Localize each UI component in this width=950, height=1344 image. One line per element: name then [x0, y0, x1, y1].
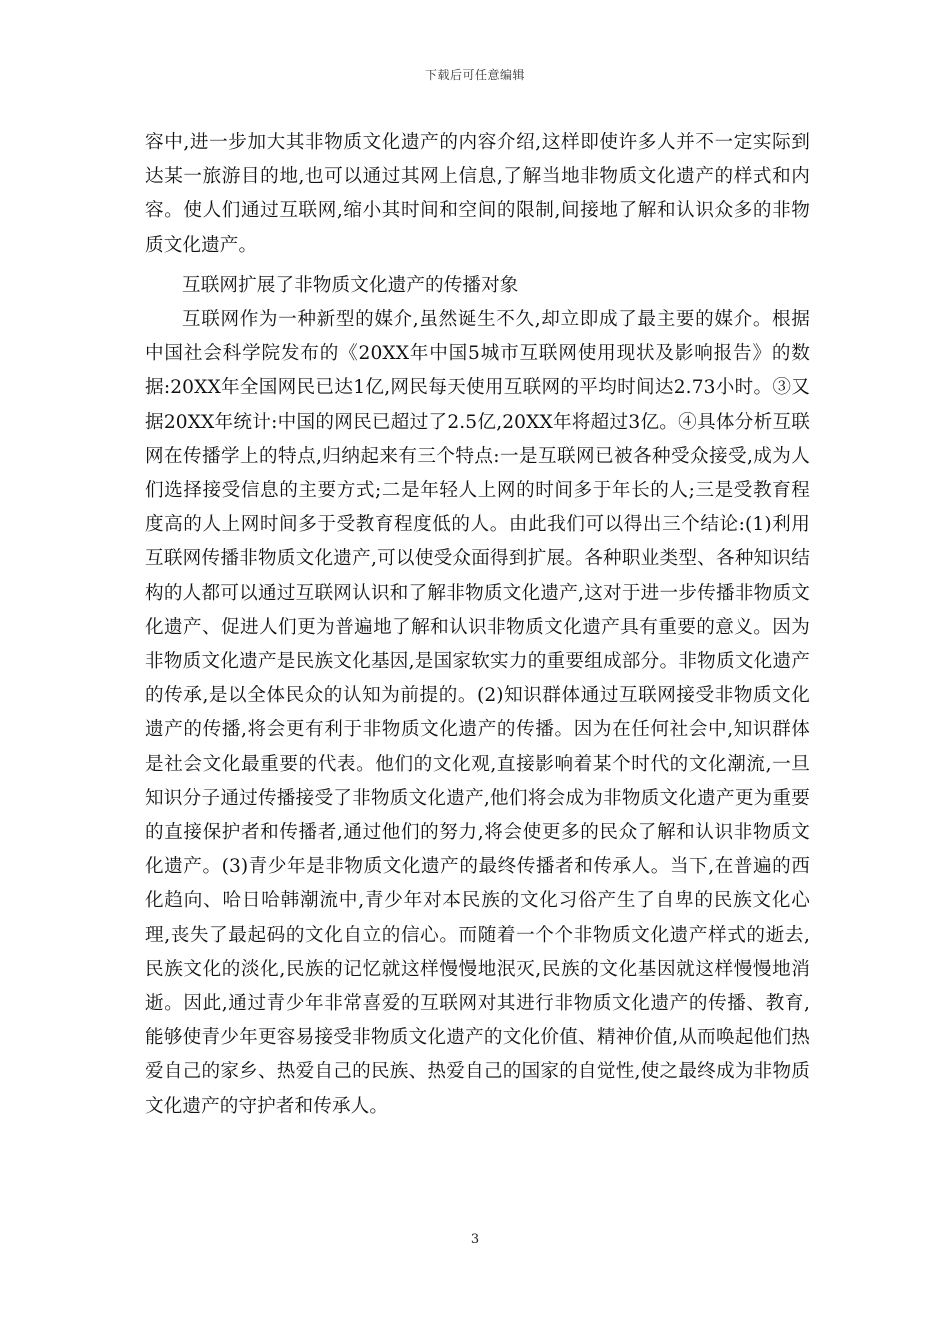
page-number: 3: [470, 1232, 480, 1247]
paragraph-continuation: 容中,进一步加大其非物质文化遗产的内容介绍,这样即使许多人并不一定实际到达某一旅游目的地,也可以通过其网上信息,了解当地非物质文化遗产的样式和内容。使人们通过互联网,缩小其时间和空间的限制,间接地了解和认识众多的非物质文化遗产。: [145, 132, 810, 256]
document-body: [145, 126, 810, 1124]
section-heading: 互联网扩展了非物质文化遗产的传播对象: [182, 274, 519, 296]
page-header: 下载后可任意编辑: [424, 68, 525, 82]
paragraph-main: 互联网作为一种新型的媒介,虽然诞生不久,却立即成了最主要的媒介。根据中国社会科学院发布的《20XX年中国5城市互联网使用现状及影响报告》的数据:20XX年全国网民已达1亿,网民每天使用互联网的平均时间达2.73小时。③又据20XX年统计:中国的网民已超过了2.5亿,20XX年将超过3亿。④具体分析互联网在传播学上的特点,归纳起来有三个特点:一是互联网已被各种受众接受,成为人们选择接受信息的主要方式;二是年轻人上网的时间多于年长的人;三是受教育程度高的人上网时间多于受教育程度低的人。由此我们可以得出三个结论:(1)利用互联网传播非物质文化遗产,可以使受众面得到扩展。各种职业类型、各种知识结构的人都可以通过互联网认识和了解非物质文化遗产,这对于进一步传播非物质文化遗产、促进人们更为普遍地了解和认识非物质文化遗产具有重要的意义。因为非物质文化遗产是民族文化基因,是国家软实力的重要组成部分。非物质文化遗产的传承,是以全体民众的认知为前提的。(2)知识群体通过互联网接受非物质文化遗产的传播,将会更有利于非物质文化遗产的传播。因为在任何社会中,知识群体是社会文化最重要的代表。他们的文化观,直接影响着某个时代的文化潮流,一旦知识分子通过传播接受了非物质文化遗产,他们将会成为非物质文化遗产更为重要的直接保护者和传播者,通过他们的努力,将会使更多的民众了解和认识非物质文化遗产。(3)青少年是非物质文化遗产的最终传播者和传承人。当下,在普遍的西化趋向、哈日哈韩潮流中,青少年对本民族的文化习俗产生了自卑的民族文化心理,丧失了最起码的文化自立的信心。而随着一个个非物质文化遗产样式的逝去,民族文化的淡化,民族的记忆就这样慢慢地泯灭,民族的文化基因就这样慢慢地消逝。因此,通过青少年非常喜爱的互联网对其进行非物质文化遗产的传播、教育,能够使青少年更容易接受非物质文化遗产的文化价值、精神价值,从而唤起他们热爱自己的家乡、热爱自己的民族、热爱自己的国家的自觉性,使之最终成为非物质文化遗产的守护者和传承人。: [145, 309, 810, 1117]
